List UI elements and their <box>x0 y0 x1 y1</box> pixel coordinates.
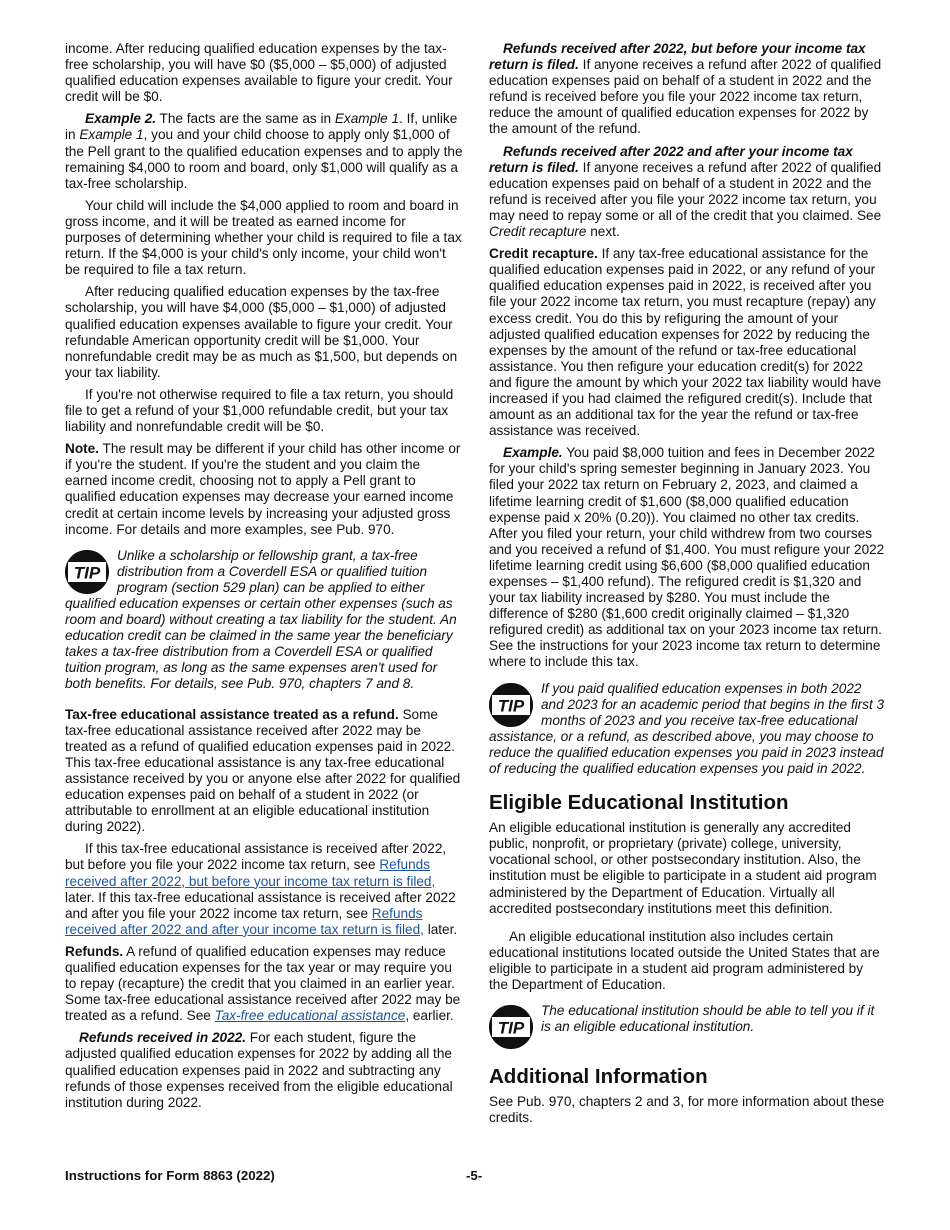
example-2-label: Example 2. <box>85 111 157 127</box>
paragraph-after-reducing: After reducing qualified education expenses by the tax-free scholarship, you will have $4,000 ($5,000 – $1,000) of adjusted qualified education expenses available to figure your credit. Your refundable American opportunity credit will be $1,000. Your nonrefundable credit may be as much as $1,500, but depends on your tax liability. <box>65 284 458 380</box>
link-tax-free-assistance[interactable]: Tax-free educational assistance <box>214 1008 406 1024</box>
tip-box <box>489 681 885 778</box>
tip-icon <box>489 1005 533 1049</box>
link-refunds-after-filed[interactable]: Refunds received after 2022 and after your income tax return is filed, <box>65 905 424 937</box>
footer-form-title: Instructions for Form 8863 (2022) <box>65 1168 275 1183</box>
paragraph-not-required: If you're not otherwise required to file a tax return, you should file to get a refund of your $1,000 refundable credit, but your tax liability and nonrefundable credit will be $0. <box>65 386 454 435</box>
right-column <box>489 41 885 1132</box>
note-label: Note. <box>65 441 99 457</box>
paragraph-refunds-2022: Refunds received in 2022. For each student, figure the adjusted qualified education expenses for 2022 by adding all the qualified education expenses paid in 2022 and subtracting any refunds of those expenses received from the eligible educational institution during 2022. <box>65 1030 453 1110</box>
tip-box <box>489 1003 885 1051</box>
tip-text: If you paid qualified education expenses in both 2022 and 2023 for an academic period that begins in the first 3 months of 2023 and you receive tax-free educational assistance, or a refund, as described above, you may choose to reduce the qualified education expenses you paid in 2023 instead of reducing the qualified education expenses you paid in 2022. <box>489 680 885 777</box>
tip-box <box>65 548 463 693</box>
paragraph-tax-free-assistance: Tax-free educational assistance treated as a refund. Some tax-free educational assistance received after 2022 may be treated as a refund of qualified education expenses paid in 2022. This tax-free educational assistance is any tax-free educational assistance received by you or anyone else after 2022 for qualified education expenses paid on behalf of a student in 2022 (or attributable to enrollment at an eligible educational institution during 2022). <box>65 706 461 835</box>
paragraph-eligible-1: An eligible educational institution is generally any accredited public, nonprofit, or proprietary (private) college, university, vocational school, or other postsecondary institution. Also, the institution must be eligible to participate in a student aid program administered by the Department of Education. Virtually all accredited postsecondary institutions meet this definition. <box>489 820 877 916</box>
footer-page-number: -5- <box>466 1168 483 1183</box>
paragraph-child-income: Your child will include the $4,000 applied to room and board in gross income, and it will be treated as earned income for purposes of determining whether your child is required to file a tax return. If the $4,000 is your child's only income, your child won't be required to file a tax return. <box>65 197 462 278</box>
paragraph-refunds: Refunds. A refund of qualified education expenses may reduce qualified education expenses for the tax year or may require you to repay (recapture) the credit that you claimed in an earlier year. Some tax-free educational assistance received after 2022 may be treated as a refund. See Tax-free educational assistance, earlier. <box>65 943 461 1024</box>
paragraph-income: income. After reducing qualified education expenses by the tax-free scholarship, you will have $0 ($5,000 – $5,000) of adjusted qualified education expenses available to figure your credit. Your credit will be $0. <box>65 41 453 105</box>
heading-eligible-institution: Eligible Educational Institution <box>489 791 789 815</box>
tip-text: The educational institution should be able to tell you if it is an eligible educational institution. <box>541 1003 875 1035</box>
tip-icon-label: TIP <box>73 563 101 583</box>
paragraph-credit-recapture: Credit recapture. If any tax-free educational assistance for the qualified education expenses paid in 2022, or any refund of your qualified education expenses paid in 2022, is received after you file your 2022 income tax return, you must recapture (repay) any excess credit. You do this by refiguring the amount of your adjusted qualified education expenses for 2022 by reducing the expenses by the amount of the refund or tax-free educational assistance. You then refigure your education credit(s) for 2022 and figure the amount by which your 2022 tax liability would have increased if you had claimed the refigured credit(s). Include that amount as an additional tax for the year the refund or tax-free assistance was received. <box>489 246 882 439</box>
left-column <box>65 41 463 1117</box>
paragraph-refunds-before-filed: Refunds received after 2022, but before your income tax return is filed. If anyone receives a refund after 2022 of qualified education expenses paid on behalf of a student in 2022 and the refund is received before you file your 2022 income tax return, reduce the amount of qualified education expenses for 2022 by the amount of the refund. <box>489 41 882 137</box>
tip-text: Unlike a scholarship or fellowship grant, a tax-free distribution from a Coverdell ESA or qualified tuition program (section 529 plan) can be applied to either qualified education expenses or certain other expenses (such as room and board) without creating a tax liability for the student. An education credit can be claimed in the same year the beneficiary takes a tax-free distribution from a Coverdell ESA or qualified tuition program, as long as the same expenses aren't used for both benefits. For details, see Pub. 970, chapters 7 and 8. <box>65 547 457 692</box>
paragraph-example: Example. You paid $8,000 tuition and fees in December 2022 for your child's spring semester beginning in January 2023. You filed your 2022 tax return on February 2, 2023, and claimed a lifetime learning credit of $1,600 ($8,000 qualified education expense paid x 20% (0.20)). You claimed no other tax credits. After you filed your return, your child withdrew from two courses and you received a refund of $1,400. You must refigure your 2022 lifetime learning credit using $6,600 ($8,000 qualified education expenses – $1,400 refund). The refigured credit is $1,320 and your tax liability increased by $280. You must include the difference of $280 ($1,600 credit originally claimed – $1,320 refigured credit) as additional tax on your 2023 income tax return. See the instructions for your 2023 income tax return to determine where to include this tax. <box>489 445 885 670</box>
tip-icon <box>489 683 533 727</box>
tip-icon <box>65 550 109 594</box>
heading-additional-information: Additional Information <box>489 1065 708 1089</box>
paragraph-eligible-2: An eligible educational institution also includes certain educational institutions located outside the United States that are eligible to participate in a student aid program administered by the Department of Education. <box>489 928 880 992</box>
link-refunds-before-filed[interactable]: Refunds received after 2022, but before your income tax return is filed, <box>65 857 436 889</box>
tip-icon-label: TIP <box>497 696 525 716</box>
paragraph-note: Note. The result may be different if your child has other income or if you're the student. If you're the student and you claim the earned income credit, choosing not to apply a Pell grant to qualified education expenses may decrease your earned income credit at certain income levels by increasing your adjusted gross income. For details and more examples, see Pub. 970. <box>65 441 461 537</box>
paragraph-example-2: Example 2. The facts are the same as in Example 1. If, unlike in Example 1, you and your child choose to apply only $1,000 of the Pell grant to the qualified education expenses and to apply the remaining $4,000 to room and board, only $1,000 will qualify as a tax-free scholarship. <box>65 111 463 191</box>
paragraph-if-this: If this tax-free educational assistance is received after 2022, but before you file your 2022 income tax return, see Refunds received after 2022, but before your income tax return is filed, later. If this tax-free educational assistance is received after 2022 and after you file your 2022 income tax return, see Refunds received after 2022 and after your income tax return is filed, later. <box>65 841 458 937</box>
paragraph-additional: See Pub. 970, chapters 2 and 3, for more information about these credits. <box>489 1094 885 1126</box>
tip-icon-label: TIP <box>497 1018 525 1038</box>
paragraph-refunds-after-filed: Refunds received after 2022 and after your income tax return is filed. If anyone receives a refund after 2022 of qualified education expenses paid on behalf of a student in 2022 and the refund is received after you file your 2022 income tax return, you may need to repay some or all of the credit that you claimed. See Credit recapture next. <box>489 143 882 240</box>
